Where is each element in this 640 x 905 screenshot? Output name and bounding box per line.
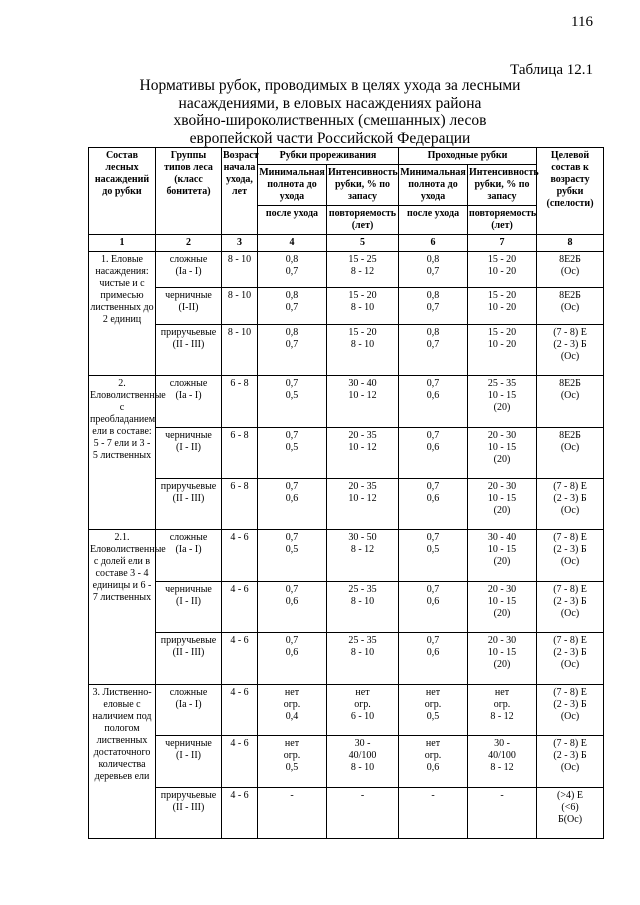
forest-type-cell: черничные (I - II) — [156, 736, 222, 787]
thinning-intensity-cell: 30 - 40/100 8 - 10 — [327, 736, 399, 787]
header-passage: Проходные рубки — [399, 148, 537, 165]
passage-intensity-cell: 20 - 30 10 - 15 (20) — [468, 427, 537, 478]
start-age-cell: 6 - 8 — [222, 427, 258, 478]
column-number: 3 — [222, 235, 258, 252]
thinning-intensity-cell: - — [327, 787, 399, 838]
table-header — [89, 148, 604, 252]
passage-min-density-cell: 0,7 0,6 — [399, 427, 468, 478]
header-thinning: Рубки прореживания — [258, 148, 399, 165]
table-row — [89, 581, 604, 632]
start-age-cell: 8 - 10 — [222, 252, 258, 288]
thinning-min-density-cell: нет огр. 0,4 — [258, 684, 327, 735]
passage-min-density-cell: 0,7 0,5 — [399, 530, 468, 581]
thinning-min-density-cell: 0,7 0,6 — [258, 633, 327, 684]
column-number: 6 — [399, 235, 468, 252]
header-intensity: Интенсивность рубки, % по запасу — [468, 165, 537, 206]
forest-type-cell: черничные (I - II) — [156, 581, 222, 632]
thinning-min-density-cell: 0,7 0,6 — [258, 478, 327, 529]
thinning-intensity-cell: 15 - 20 8 - 10 — [327, 324, 399, 375]
thinning-min-density-cell: 0,8 0,7 — [258, 288, 327, 324]
passage-min-density-cell: 0,7 0,6 — [399, 581, 468, 632]
table-row — [89, 288, 604, 324]
title-line: европейской части Российской Федерации — [189, 129, 471, 147]
header-start-age: Возраст начала ухода, лет — [222, 148, 258, 235]
header-after-care: после ухода — [399, 206, 468, 235]
target-composition-cell: (7 - 8) Е (2 - 3) Б (Ос) — [537, 684, 604, 735]
thinning-intensity-cell: 20 - 35 10 - 12 — [327, 427, 399, 478]
table-row — [89, 376, 604, 427]
passage-min-density-cell: 0,8 0,7 — [399, 252, 468, 288]
passage-min-density-cell: нет огр. 0,5 — [399, 684, 468, 735]
passage-min-density-cell: - — [399, 787, 468, 838]
table-row — [89, 736, 604, 787]
column-number: 2 — [156, 235, 222, 252]
target-composition-cell: (7 - 8) Е (2 - 3) Б (Ос) — [537, 324, 604, 375]
norms-table — [88, 147, 604, 839]
table-row — [89, 530, 604, 581]
start-age-cell: 6 - 8 — [222, 376, 258, 427]
target-composition-cell: 8Е2Б (Ос) — [537, 252, 604, 288]
target-composition-cell: (7 - 8) Е (2 - 3) Б (Ос) — [537, 478, 604, 529]
forest-type-cell: сложные (Ia - I) — [156, 376, 222, 427]
passage-intensity-cell: нет огр. 8 - 12 — [468, 684, 537, 735]
forest-type-cell: приручьевые (II - III) — [156, 633, 222, 684]
title-line: насаждениями, в еловых насаждениях района — [178, 94, 482, 112]
passage-intensity-cell: 20 - 30 10 - 15 (20) — [468, 633, 537, 684]
column-number: 5 — [327, 235, 399, 252]
forest-type-cell: приручьевые (II - III) — [156, 478, 222, 529]
target-composition-cell: (7 - 8) Е (2 - 3) Б (Ос) — [537, 581, 604, 632]
forest-type-cell: сложные (Ia - I) — [156, 252, 222, 288]
header-after-care: после ухода — [258, 206, 327, 235]
header-forest-type: Группы типов леса (класс бонитета) — [156, 148, 222, 235]
target-composition-cell: (>4) Е (<6) Б(Ос) — [537, 787, 604, 838]
column-number: 7 — [468, 235, 537, 252]
passage-min-density-cell: нет огр. 0,6 — [399, 736, 468, 787]
target-composition-cell: 8Е2Б (Ос) — [537, 427, 604, 478]
column-number: 8 — [537, 235, 604, 252]
table-row — [89, 427, 604, 478]
thinning-intensity-cell: 25 - 35 8 - 10 — [327, 633, 399, 684]
thinning-min-density-cell: 0,8 0,7 — [258, 324, 327, 375]
passage-intensity-cell: 15 - 20 10 - 20 — [468, 324, 537, 375]
forest-type-cell: приручьевые (II - III) — [156, 324, 222, 375]
forest-type-cell: черничные (I - II) — [156, 427, 222, 478]
passage-intensity-cell: 25 - 35 10 - 15 (20) — [468, 376, 537, 427]
start-age-cell: 4 - 6 — [222, 736, 258, 787]
start-age-cell: 4 - 6 — [222, 633, 258, 684]
start-age-cell: 8 - 10 — [222, 324, 258, 375]
target-composition-cell: 8Е2Б (Ос) — [537, 376, 604, 427]
thinning-intensity-cell: 30 - 40 10 - 12 — [327, 376, 399, 427]
title-line: Нормативы рубок, проводимых в целях ухода за лесными — [139, 77, 521, 94]
passage-intensity-cell: 30 - 40/100 8 - 12 — [468, 736, 537, 787]
composition-cell: 2. Еловолиственные с преобладанием ели в составе: 5 - 7 ели и 3 - 5 лиственных — [89, 376, 156, 530]
passage-min-density-cell: 0,7 0,6 — [399, 376, 468, 427]
table-row — [89, 324, 604, 375]
passage-intensity-cell: 30 - 40 10 - 15 (20) — [468, 530, 537, 581]
passage-intensity-cell: 20 - 30 10 - 15 (20) — [468, 478, 537, 529]
composition-cell: 1. Еловые насаждения: чистые и с примесью лиственных до 2 единиц — [89, 252, 156, 376]
thinning-min-density-cell: 0,7 0,5 — [258, 376, 327, 427]
thinning-min-density-cell: - — [258, 787, 327, 838]
passage-intensity-cell: 15 - 20 10 - 20 — [468, 252, 537, 288]
table-row — [89, 684, 604, 735]
table-title — [90, 77, 570, 147]
forest-type-cell: черничные (I-II) — [156, 288, 222, 324]
forest-type-cell: сложные (Ia - I) — [156, 684, 222, 735]
thinning-min-density-cell: 0,7 0,5 — [258, 427, 327, 478]
forest-type-cell: приручьевые (II - III) — [156, 787, 222, 838]
table-row — [89, 478, 604, 529]
passage-min-density-cell: 0,7 0,6 — [399, 478, 468, 529]
start-age-cell: 4 - 6 — [222, 684, 258, 735]
header-min-density: Минимальная полнота до ухода — [258, 165, 327, 206]
page-number: 116 — [571, 14, 593, 30]
header-repeat: повторяемость (лет) — [468, 206, 537, 235]
column-number: 1 — [89, 235, 156, 252]
thinning-intensity-cell: 20 - 35 10 - 12 — [327, 478, 399, 529]
thinning-intensity-cell: нет огр. 6 - 10 — [327, 684, 399, 735]
table-row — [89, 633, 604, 684]
target-composition-cell: (7 - 8) Е (2 - 3) Б (Ос) — [537, 530, 604, 581]
thinning-min-density-cell: 0,7 0,6 — [258, 581, 327, 632]
table-label: Таблица 12.1 — [510, 62, 593, 78]
thinning-min-density-cell: 0,8 0,7 — [258, 252, 327, 288]
forest-type-cell: сложные (Ia - I) — [156, 530, 222, 581]
thinning-intensity-cell: 15 - 25 8 - 12 — [327, 252, 399, 288]
target-composition-cell: 8Е2Б (Ос) — [537, 288, 604, 324]
thinning-intensity-cell: 25 - 35 8 - 10 — [327, 581, 399, 632]
column-number: 4 — [258, 235, 327, 252]
header-target: Целевой состав к возрасту рубки (спелости) — [537, 148, 604, 235]
header-min-density: Минимальная полнота до ухода — [399, 165, 468, 206]
thinning-min-density-cell: 0,7 0,5 — [258, 530, 327, 581]
target-composition-cell: (7 - 8) Е (2 - 3) Б (Ос) — [537, 633, 604, 684]
thinning-min-density-cell: нет огр. 0,5 — [258, 736, 327, 787]
start-age-cell: 8 - 10 — [222, 288, 258, 324]
composition-cell: 3. Лиственно-еловые с наличием под пологом лиственных достаточного количества деревьев ели — [89, 684, 156, 838]
header-repeat: повторяемость (лет) — [327, 206, 399, 235]
start-age-cell: 4 - 6 — [222, 530, 258, 581]
target-composition-cell: (7 - 8) Е (2 - 3) Б (Ос) — [537, 736, 604, 787]
start-age-cell: 4 - 6 — [222, 581, 258, 632]
header-composition: Состав лесных насаждений до рубки — [89, 148, 156, 235]
thinning-intensity-cell: 30 - 50 8 - 12 — [327, 530, 399, 581]
passage-min-density-cell: 0,8 0,7 — [399, 324, 468, 375]
start-age-cell: 4 - 6 — [222, 787, 258, 838]
passage-min-density-cell: 0,7 0,6 — [399, 633, 468, 684]
passage-min-density-cell: 0,8 0,7 — [399, 288, 468, 324]
passage-intensity-cell: 20 - 30 10 - 15 (20) — [468, 581, 537, 632]
start-age-cell: 6 - 8 — [222, 478, 258, 529]
title-line: хвойно-широколиственных (смешанных) лесов — [173, 112, 487, 129]
passage-intensity-cell: - — [468, 787, 537, 838]
column-number-row — [89, 235, 604, 252]
thinning-intensity-cell: 15 - 20 8 - 10 — [327, 288, 399, 324]
table-row — [89, 787, 604, 838]
composition-cell: 2.1. Еловолиственные с долей ели в составе 3 - 4 единицы и 6 - 7 лиственных — [89, 530, 156, 684]
passage-intensity-cell: 15 - 20 10 - 20 — [468, 288, 537, 324]
table-row — [89, 252, 604, 288]
header-intensity: Интенсивность рубки, % по запасу — [327, 165, 399, 206]
